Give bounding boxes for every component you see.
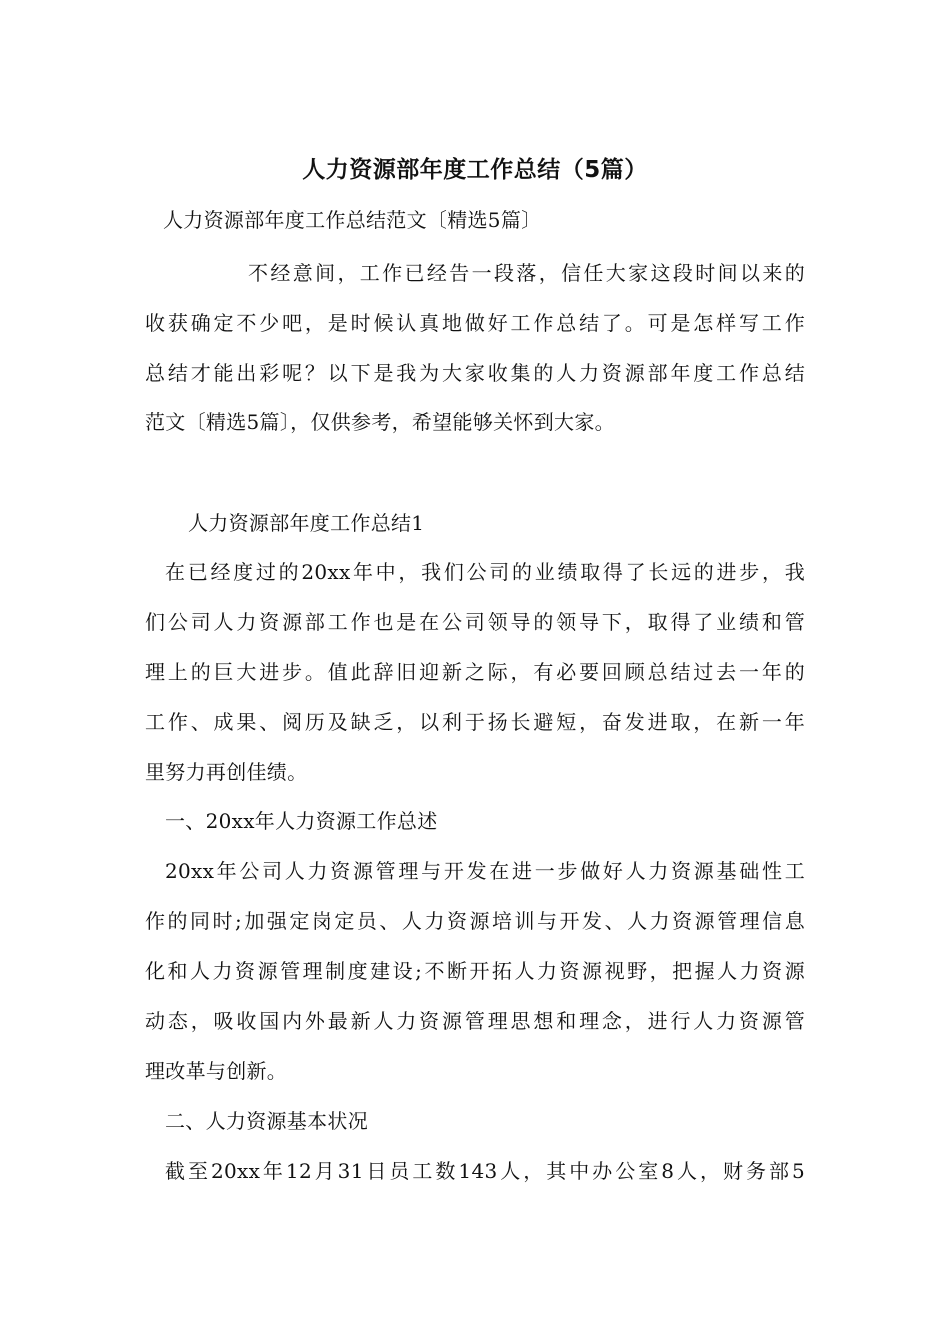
para1-line-1: 在已经度过的20xx年中，我们公司的业绩取得了长远的进步，我	[165, 560, 805, 584]
para2-line-2: 作的同时;加强定岗定员、人力资源培训与开发、人力资源管理信息	[145, 909, 805, 933]
intro-line-3: 总结才能出彩呢？以下是我为大家收集的人力资源部年度工作总结	[145, 361, 805, 385]
document-subtitle: 人力资源部年度工作总结范文〔精选5篇〕	[163, 208, 542, 232]
intro-line-1: 不经意间，工作已经告一段落，信任大家这段时间以来的	[248, 261, 805, 285]
document-title: 人力资源部年度工作总结（5篇）	[302, 157, 648, 183]
section-heading: 人力资源部年度工作总结1	[188, 511, 425, 535]
para2-line-4: 动态，吸收国内外最新人力资源管理思想和理念，进行人力资源管	[145, 1009, 805, 1033]
heading-1: 一、20xx年人力资源工作总述	[165, 809, 438, 833]
para1-line-3: 理上的巨大进步。值此辞旧迎新之际，有必要回顾总结过去一年的	[145, 660, 805, 684]
heading-2: 二、人力资源基本状况	[165, 1109, 368, 1133]
para2-line-5: 理改革与创新。	[145, 1059, 288, 1083]
para2-line-3: 化和人力资源管理制度建设;不断开拓人力资源视野，把握人力资源	[145, 959, 805, 983]
para1-line-5: 里努力再创佳绩。	[145, 760, 308, 784]
para1-line-2: 们公司人力资源部工作也是在公司领导的领导下，取得了业绩和管	[145, 610, 805, 634]
para3-line-1: 截至20xx年12月31日员工数143人，其中办公室8人，财务部5	[165, 1159, 805, 1183]
para1-line-4: 工作、成果、阅历及缺乏，以利于扬长避短，奋发进取，在新一年	[145, 710, 805, 734]
para2-line-1: 20xx年公司人力资源管理与开发在进一步做好人力资源基础性工	[165, 859, 805, 883]
intro-line-2: 收获确定不少吧，是时候认真地做好工作总结了。可是怎样写工作	[145, 311, 805, 335]
intro-line-4: 范文〔精选5篇〕，仅供参考，希望能够关怀到大家。	[145, 410, 615, 434]
